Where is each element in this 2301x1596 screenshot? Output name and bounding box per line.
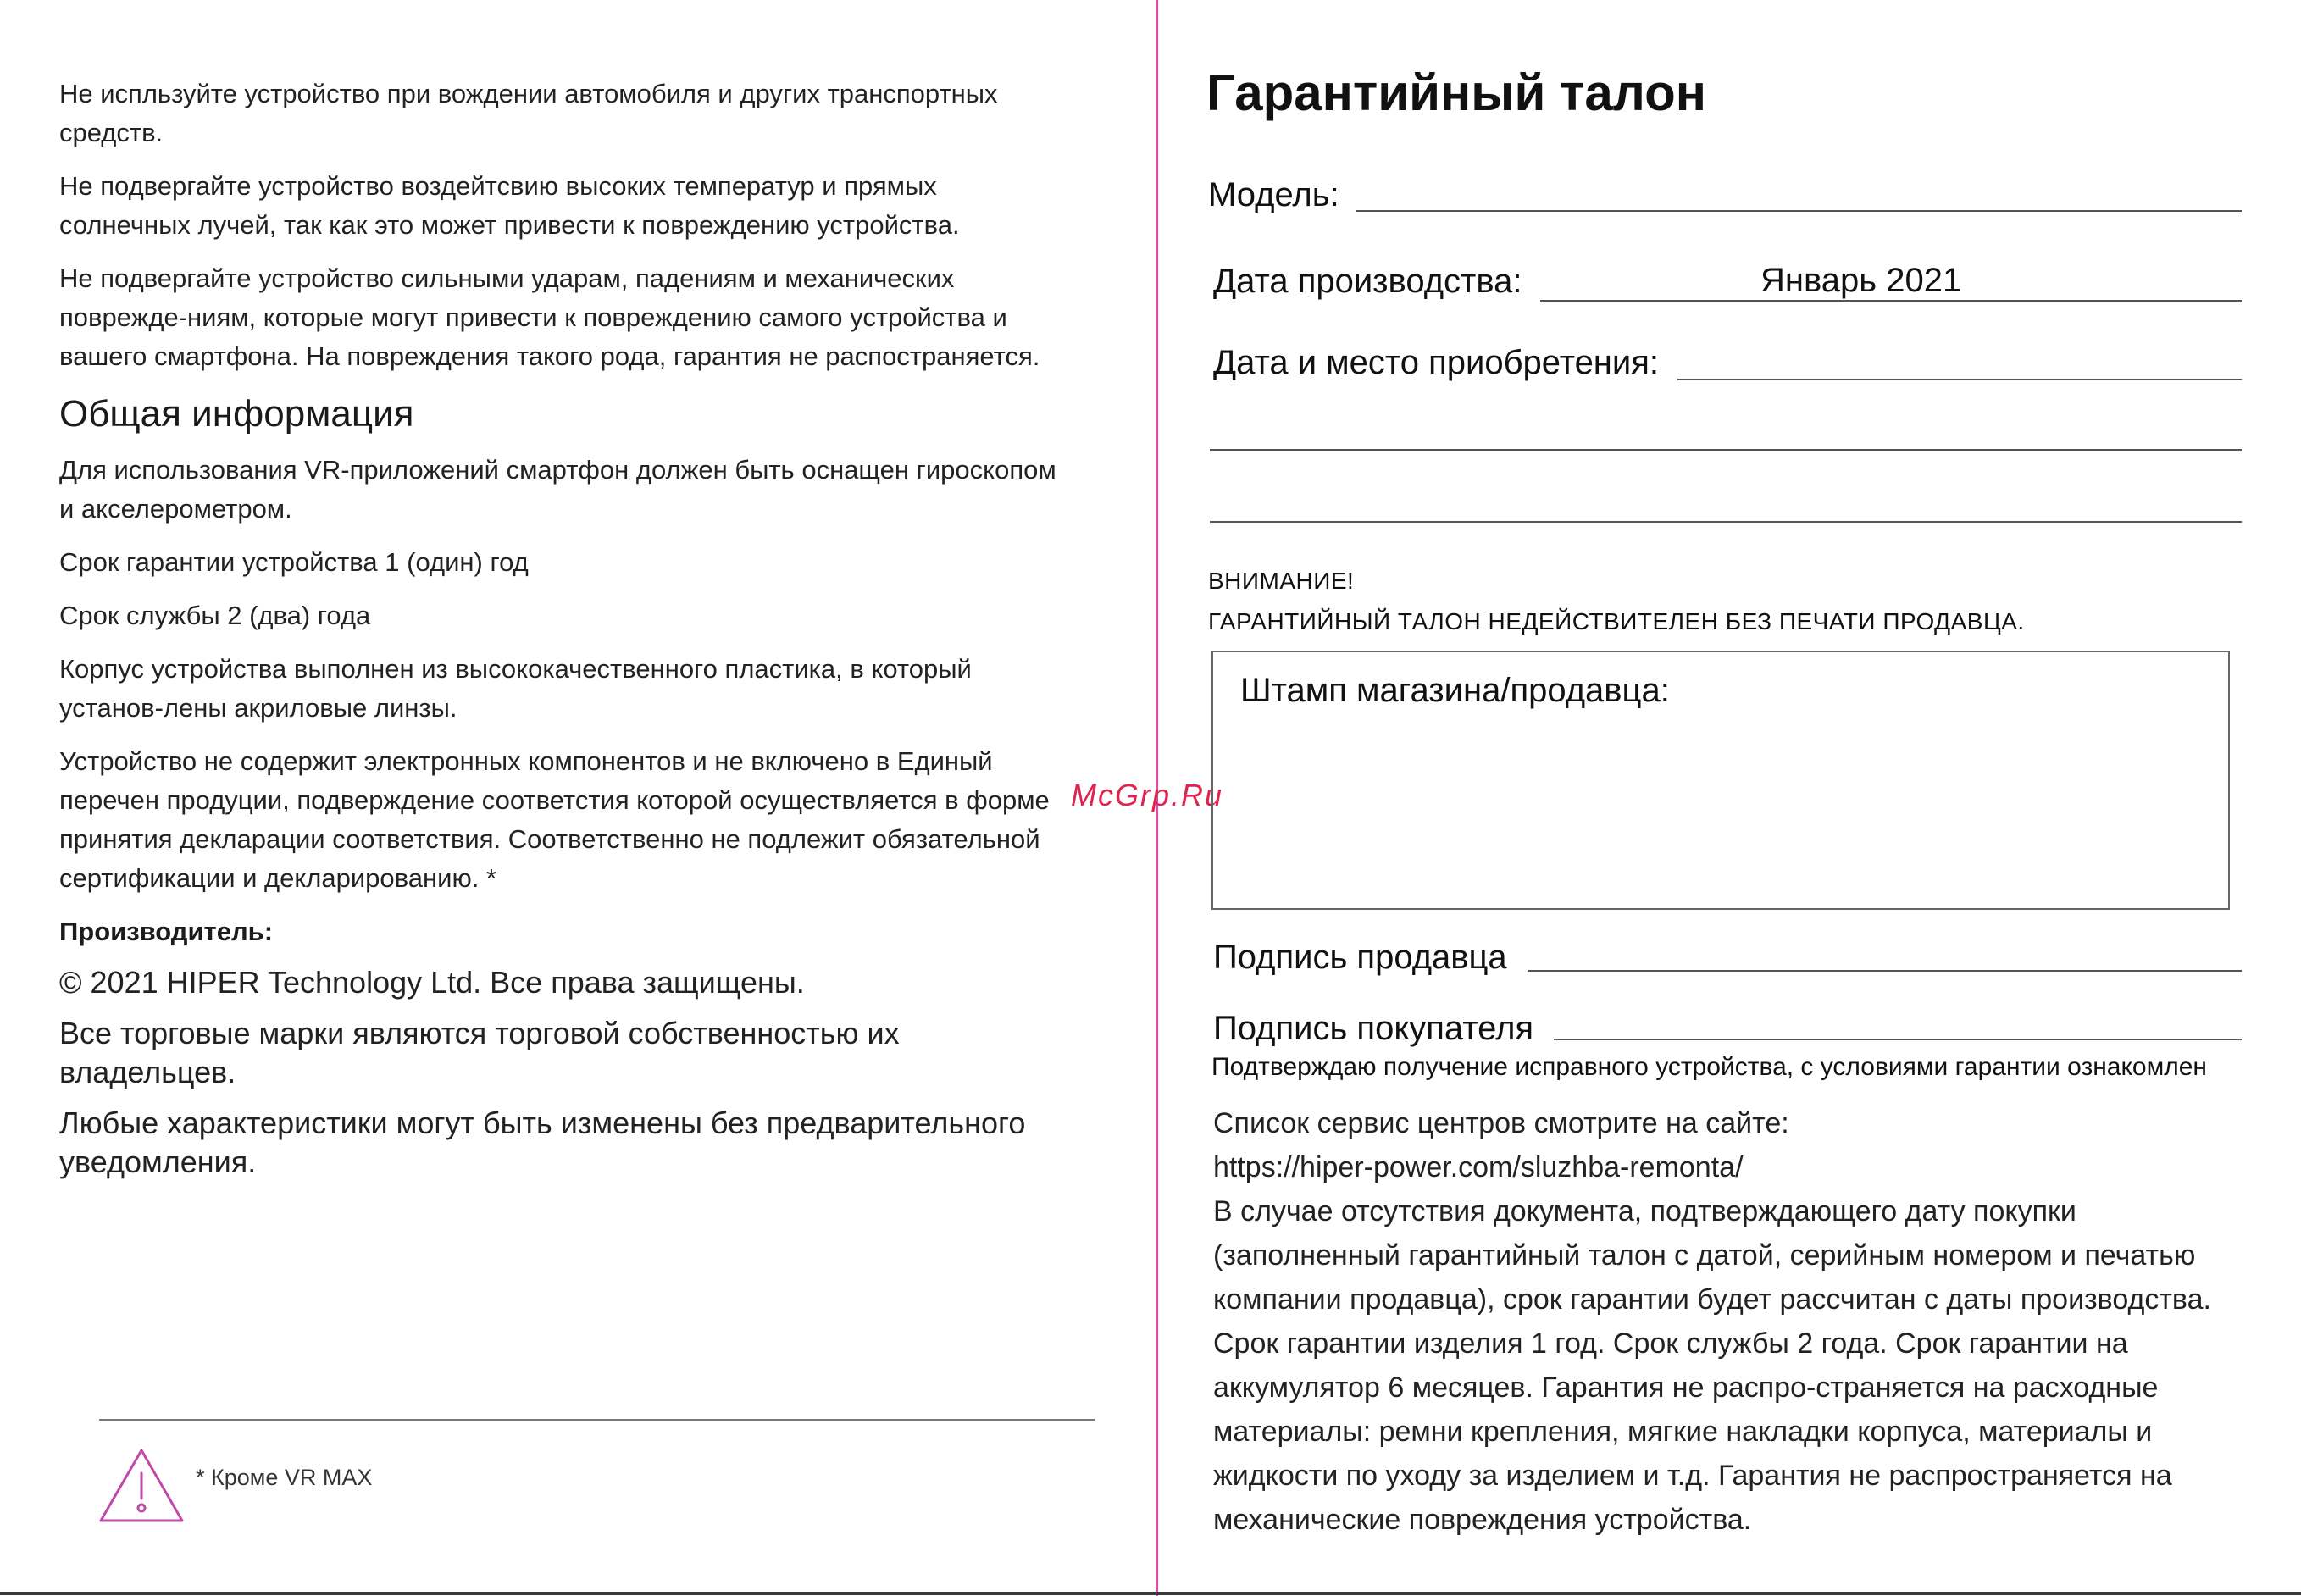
model-label: Модель:	[1208, 176, 1339, 213]
buyer-signature-line[interactable]	[1554, 1039, 2242, 1040]
notice-text: ГАРАНТИЙНЫЙ ТАЛОН НЕДЕЙСТВИТЕЛЕН БЕЗ ПЕЧАТИ ПРОДАВЦА.	[1208, 608, 2025, 635]
general-paragraph-2: Срок гарантии устройства 1 (один) год	[59, 547, 529, 577]
stamp-label: Штамп магазина/продавца:	[1240, 672, 1670, 709]
safety-paragraph-3: Не подвергайте устройство сильными ударам, падениям и механических поврежде-ниям, которые могут привести к повреждению самого устройства и вашего смартфона. На повреждения такого рода, гарантия не распостраняется.	[59, 263, 1040, 371]
stamp-box	[1211, 651, 2230, 910]
footnote-text: * Кроме VR MAX	[196, 1465, 373, 1490]
confirmation-text: Подтверждаю получение исправного устройства, с условиями гарантии ознакомлен	[1211, 1053, 2207, 1081]
warning-triangle-icon	[97, 1446, 186, 1526]
copyright-text: © 2021 HIPER Technology Ltd. Все права защищены.	[59, 965, 805, 1000]
purchase-line-2[interactable]	[1210, 449, 2242, 451]
specs-change-text: Любые характеристики могут быть изменены без предварительного уведомления.	[59, 1106, 1026, 1179]
safety-paragraph-2: Не подвергайте устройство воздейтсвию высоких температур и прямых солнечных лучей, так как это может привести к повреждению устройства.	[59, 171, 960, 240]
model-line[interactable]	[1356, 210, 2242, 212]
footnote-rule	[99, 1419, 1095, 1421]
service-intro: Список сервис центров смотрите на сайте:	[1213, 1107, 1789, 1139]
warranty-title: Гарантийный талон	[1206, 64, 1707, 121]
notice-title: ВНИМАНИЕ!	[1208, 568, 1355, 594]
seller-signature-label: Подпись продавца	[1213, 939, 1507, 976]
production-date-label: Дата производства:	[1213, 263, 1522, 300]
purchase-date-place-label: Дата и место приобретения:	[1213, 344, 1660, 381]
production-date-value: Январь 2021	[1760, 262, 1962, 299]
service-terms: В случае отсутствия документа, подтверждающего дату покупки (заполненный гарантийный талон с датой, серийным номером и печатью компании продавца), срок гарантии будет рассчитан с даты производства. Срок гарантии изделия 1 год. Срок службы 2 года. Срок гарантии на аккумулятор 6 месяцев. Гарантия не распро-страняется на расходные материалы: ремни крепления, мягкие накладки корпуса, материалы и жидкости по уходу за изделием и т.д. Гарантия не распространяется на механические повреждения устройства.	[1213, 1195, 2211, 1536]
production-date-line[interactable]	[1540, 300, 2242, 302]
general-paragraph-4: Корпус устройства выполнен из высококачественного пластика, в который установ-лены акриловые линзы.	[59, 654, 972, 723]
seller-signature-line[interactable]	[1528, 970, 2242, 972]
purchase-line-3[interactable]	[1210, 521, 2242, 523]
warranty-card	[1206, 0, 2240, 1596]
producer-label: Производитель:	[59, 917, 274, 946]
general-paragraph-5: Устройство не содержит электронных компонентов и не включено в Единый перечен продуции, подверждение соответстия которой осуществляется в форме принятия декларации соответствия. Соответственно не подлежит обязательной сертификации и декларированию. *	[59, 746, 1050, 893]
left-page	[59, 75, 1067, 1194]
general-paragraph-1: Для использования VR-приложений смартфон должен быть оснащен гироскопом и акселерометром.	[59, 455, 1056, 524]
service-info	[1213, 1101, 2247, 1542]
trademarks-text: Все торговые марки являются торговой собственностью их владельцев.	[59, 1016, 900, 1089]
general-info-heading: Общая информация	[59, 393, 414, 435]
purchase-line-1[interactable]	[1677, 379, 2242, 380]
service-url: https://hiper-power.com/sluzhba-remonta/	[1213, 1151, 1744, 1183]
watermark: McGrp.Ru	[1071, 778, 1224, 812]
buyer-signature-label: Подпись покупателя	[1213, 1010, 1534, 1047]
safety-paragraph-1: Не испльзуйте устройство при вождении автомобиля и других транспортных средств.	[59, 79, 998, 147]
general-paragraph-3: Срок службы 2 (два) года	[59, 601, 371, 630]
